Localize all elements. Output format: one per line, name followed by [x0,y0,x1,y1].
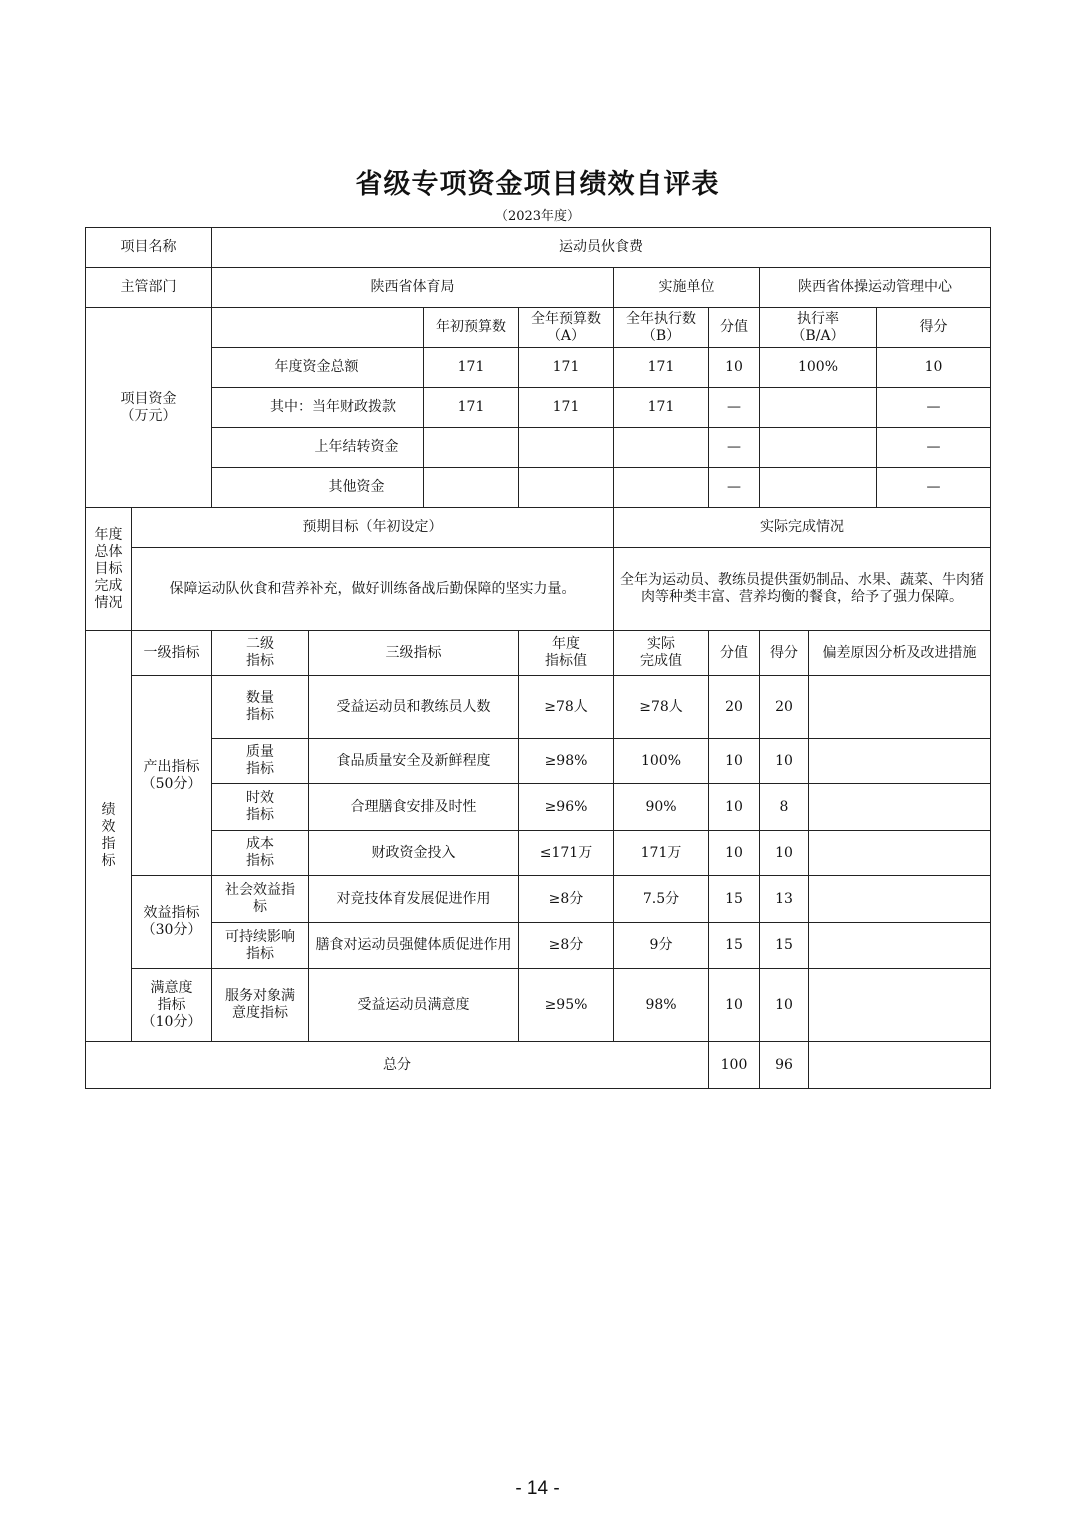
indicator-actual: 7.5分 [614,876,709,923]
group-satisfaction: 满意度 指标 （10分） [132,969,212,1042]
indicator-score: 8 [760,784,809,831]
funds-executed: 171 [614,388,709,428]
funds-executed [614,428,709,468]
header-level2: 二级 指标 [212,631,309,676]
indicator-level2: 质量 指标 [212,739,309,784]
funds-annual: 171 [519,348,614,388]
indicator-actual: 171万 [614,831,709,876]
funds-header-annual: 全年预算数 （A） [519,308,614,348]
total-label: 总分 [86,1042,709,1089]
indicator-target: ≥96% [519,784,614,831]
header-deviation: 偏差原因分析及改进措施 [809,631,991,676]
indicator-actual: ≥78人 [614,676,709,739]
funds-score: — [877,428,991,468]
header-actual: 实际 完成值 [614,631,709,676]
goals-actual-header: 实际完成情况 [614,508,991,548]
header-score-value: 分值 [709,631,760,676]
indicator-target: ≥8分 [519,923,614,969]
indicator-actual: 98% [614,969,709,1042]
indicators-label: 绩 效 指 标 [86,631,132,1042]
indicator-score: 13 [760,876,809,923]
indicator-level3: 财政资金投入 [309,831,519,876]
indicator-level3: 受益运动员和教练员人数 [309,676,519,739]
funds-header-exec-rate: 执行率 （B/A） [760,308,877,348]
indicator-row [86,876,991,923]
indicator-level2: 时效 指标 [212,784,309,831]
total-score: 96 [760,1042,809,1089]
dept-value: 陕西省体育局 [212,268,614,308]
funds-header-executed: 全年执行数 （B） [614,308,709,348]
funds-row [86,468,991,508]
funds-row-label: 上年结转资金 [212,428,424,468]
funds-score: 10 [877,348,991,388]
funds-score: — [877,388,991,428]
indicator-target: ≥8分 [519,876,614,923]
indicator-level3: 膳食对运动员强健体质促进作用 [309,923,519,969]
group-output: 产出指标 （50分） [132,676,212,876]
total-score-value: 100 [709,1042,760,1089]
funds-exec-rate [760,468,877,508]
header-level1: 一级指标 [132,631,212,676]
indicator-row [86,784,991,831]
indicator-actual: 90% [614,784,709,831]
dept-label: 主管部门 [86,268,212,308]
total-row [86,1042,991,1089]
performance-table [85,227,991,1089]
indicator-actual: 100% [614,739,709,784]
page-title: 省级专项资金项目绩效自评表 [355,169,720,200]
funds-annual [519,428,614,468]
funds-row [86,388,991,428]
indicator-row [86,923,991,969]
total-deviation [809,1042,991,1089]
indicator-score-value: 10 [709,739,760,784]
goals-label: 年度 总体 目标 完成 情况 [86,508,132,631]
funds-initial [424,428,519,468]
funds-initial: 171 [424,388,519,428]
page-subtitle: （2023年度） [494,209,581,224]
indicator-row [86,969,991,1042]
indicator-level2: 可持续影响 指标 [212,923,309,969]
funds-row-label: 其中：当年财政拨款 [212,388,424,428]
funds-row-label: 其他资金 [212,468,424,508]
funds-executed: 171 [614,348,709,388]
group-benefit: 效益指标 （30分） [132,876,212,969]
funds-header-score: 得分 [877,308,991,348]
indicator-deviation [809,876,991,923]
header-score: 得分 [760,631,809,676]
funds-initial: 171 [424,348,519,388]
funds-row [86,348,991,388]
indicator-row [86,739,991,784]
indicator-score-value: 10 [709,784,760,831]
funds-header-initial: 年初预算数 [424,308,519,348]
indicator-level2: 成本 指标 [212,831,309,876]
indicator-level2: 社会效益指 标 [212,876,309,923]
indicator-level2: 数量 指标 [212,676,309,739]
goals-actual-text: 全年为运动员、教练员提供蛋奶制品、水果、蔬菜、牛肉猪肉等种类丰富、营养均衡的餐食，给予了强力保障。 [614,548,991,631]
indicator-score-value: 15 [709,923,760,969]
indicator-actual: 9分 [614,923,709,969]
funds-exec-rate [760,388,877,428]
funds-score-value: — [709,428,760,468]
indicator-score-value: 20 [709,676,760,739]
funds-score: — [877,468,991,508]
funds-executed [614,468,709,508]
indicator-deviation [809,923,991,969]
indicator-level3: 对竞技体育发展促进作用 [309,876,519,923]
funds-row-label: 年度资金总额 [212,348,424,388]
goals-expected-header: 预期目标（年初设定） [132,508,614,548]
indicator-deviation [809,969,991,1042]
indicator-target: ≥98% [519,739,614,784]
funds-label: 项目资金 （万元） [86,308,212,508]
indicator-deviation [809,739,991,784]
indicator-score: 10 [760,739,809,784]
project-name-value: 运动员伙食费 [212,228,991,268]
funds-header-score-value: 分值 [709,308,760,348]
indicator-level3: 合理膳食安排及时性 [309,784,519,831]
indicator-level3: 食品质量安全及新鲜程度 [309,739,519,784]
indicator-score: 10 [760,969,809,1042]
indicator-score: 20 [760,676,809,739]
project-name-label: 项目名称 [86,228,212,268]
funds-exec-rate: 100% [760,348,877,388]
funds-header-blank [212,308,424,348]
indicator-target: ≤171万 [519,831,614,876]
indicator-score-value: 10 [709,831,760,876]
header-target: 年度 指标值 [519,631,614,676]
indicator-score-value: 15 [709,876,760,923]
funds-annual: 171 [519,388,614,428]
funds-score-value: — [709,468,760,508]
indicator-deviation [809,676,991,739]
funds-exec-rate [760,428,877,468]
funds-score-value: — [709,388,760,428]
indicator-score: 10 [760,831,809,876]
funds-annual [519,468,614,508]
indicator-score-value: 10 [709,969,760,1042]
indicator-target: ≥95% [519,969,614,1042]
header-level3: 三级指标 [309,631,519,676]
indicator-row [86,676,991,739]
unit-value: 陕西省体操运动管理中心 [760,268,991,308]
indicator-deviation [809,831,991,876]
funds-initial [424,468,519,508]
indicator-target: ≥78人 [519,676,614,739]
funds-score-value: 10 [709,348,760,388]
funds-row [86,428,991,468]
indicator-score: 15 [760,923,809,969]
indicator-deviation [809,784,991,831]
indicator-level3: 受益运动员满意度 [309,969,519,1042]
unit-label: 实施单位 [614,268,760,308]
page-number: - 14 - [515,1478,560,1499]
indicator-level2: 服务对象满 意度指标 [212,969,309,1042]
goals-expected-text: 保障运动队伙食和营养补充，做好训练备战后勤保障的坚实力量。 [132,548,614,631]
indicator-row [86,831,991,876]
